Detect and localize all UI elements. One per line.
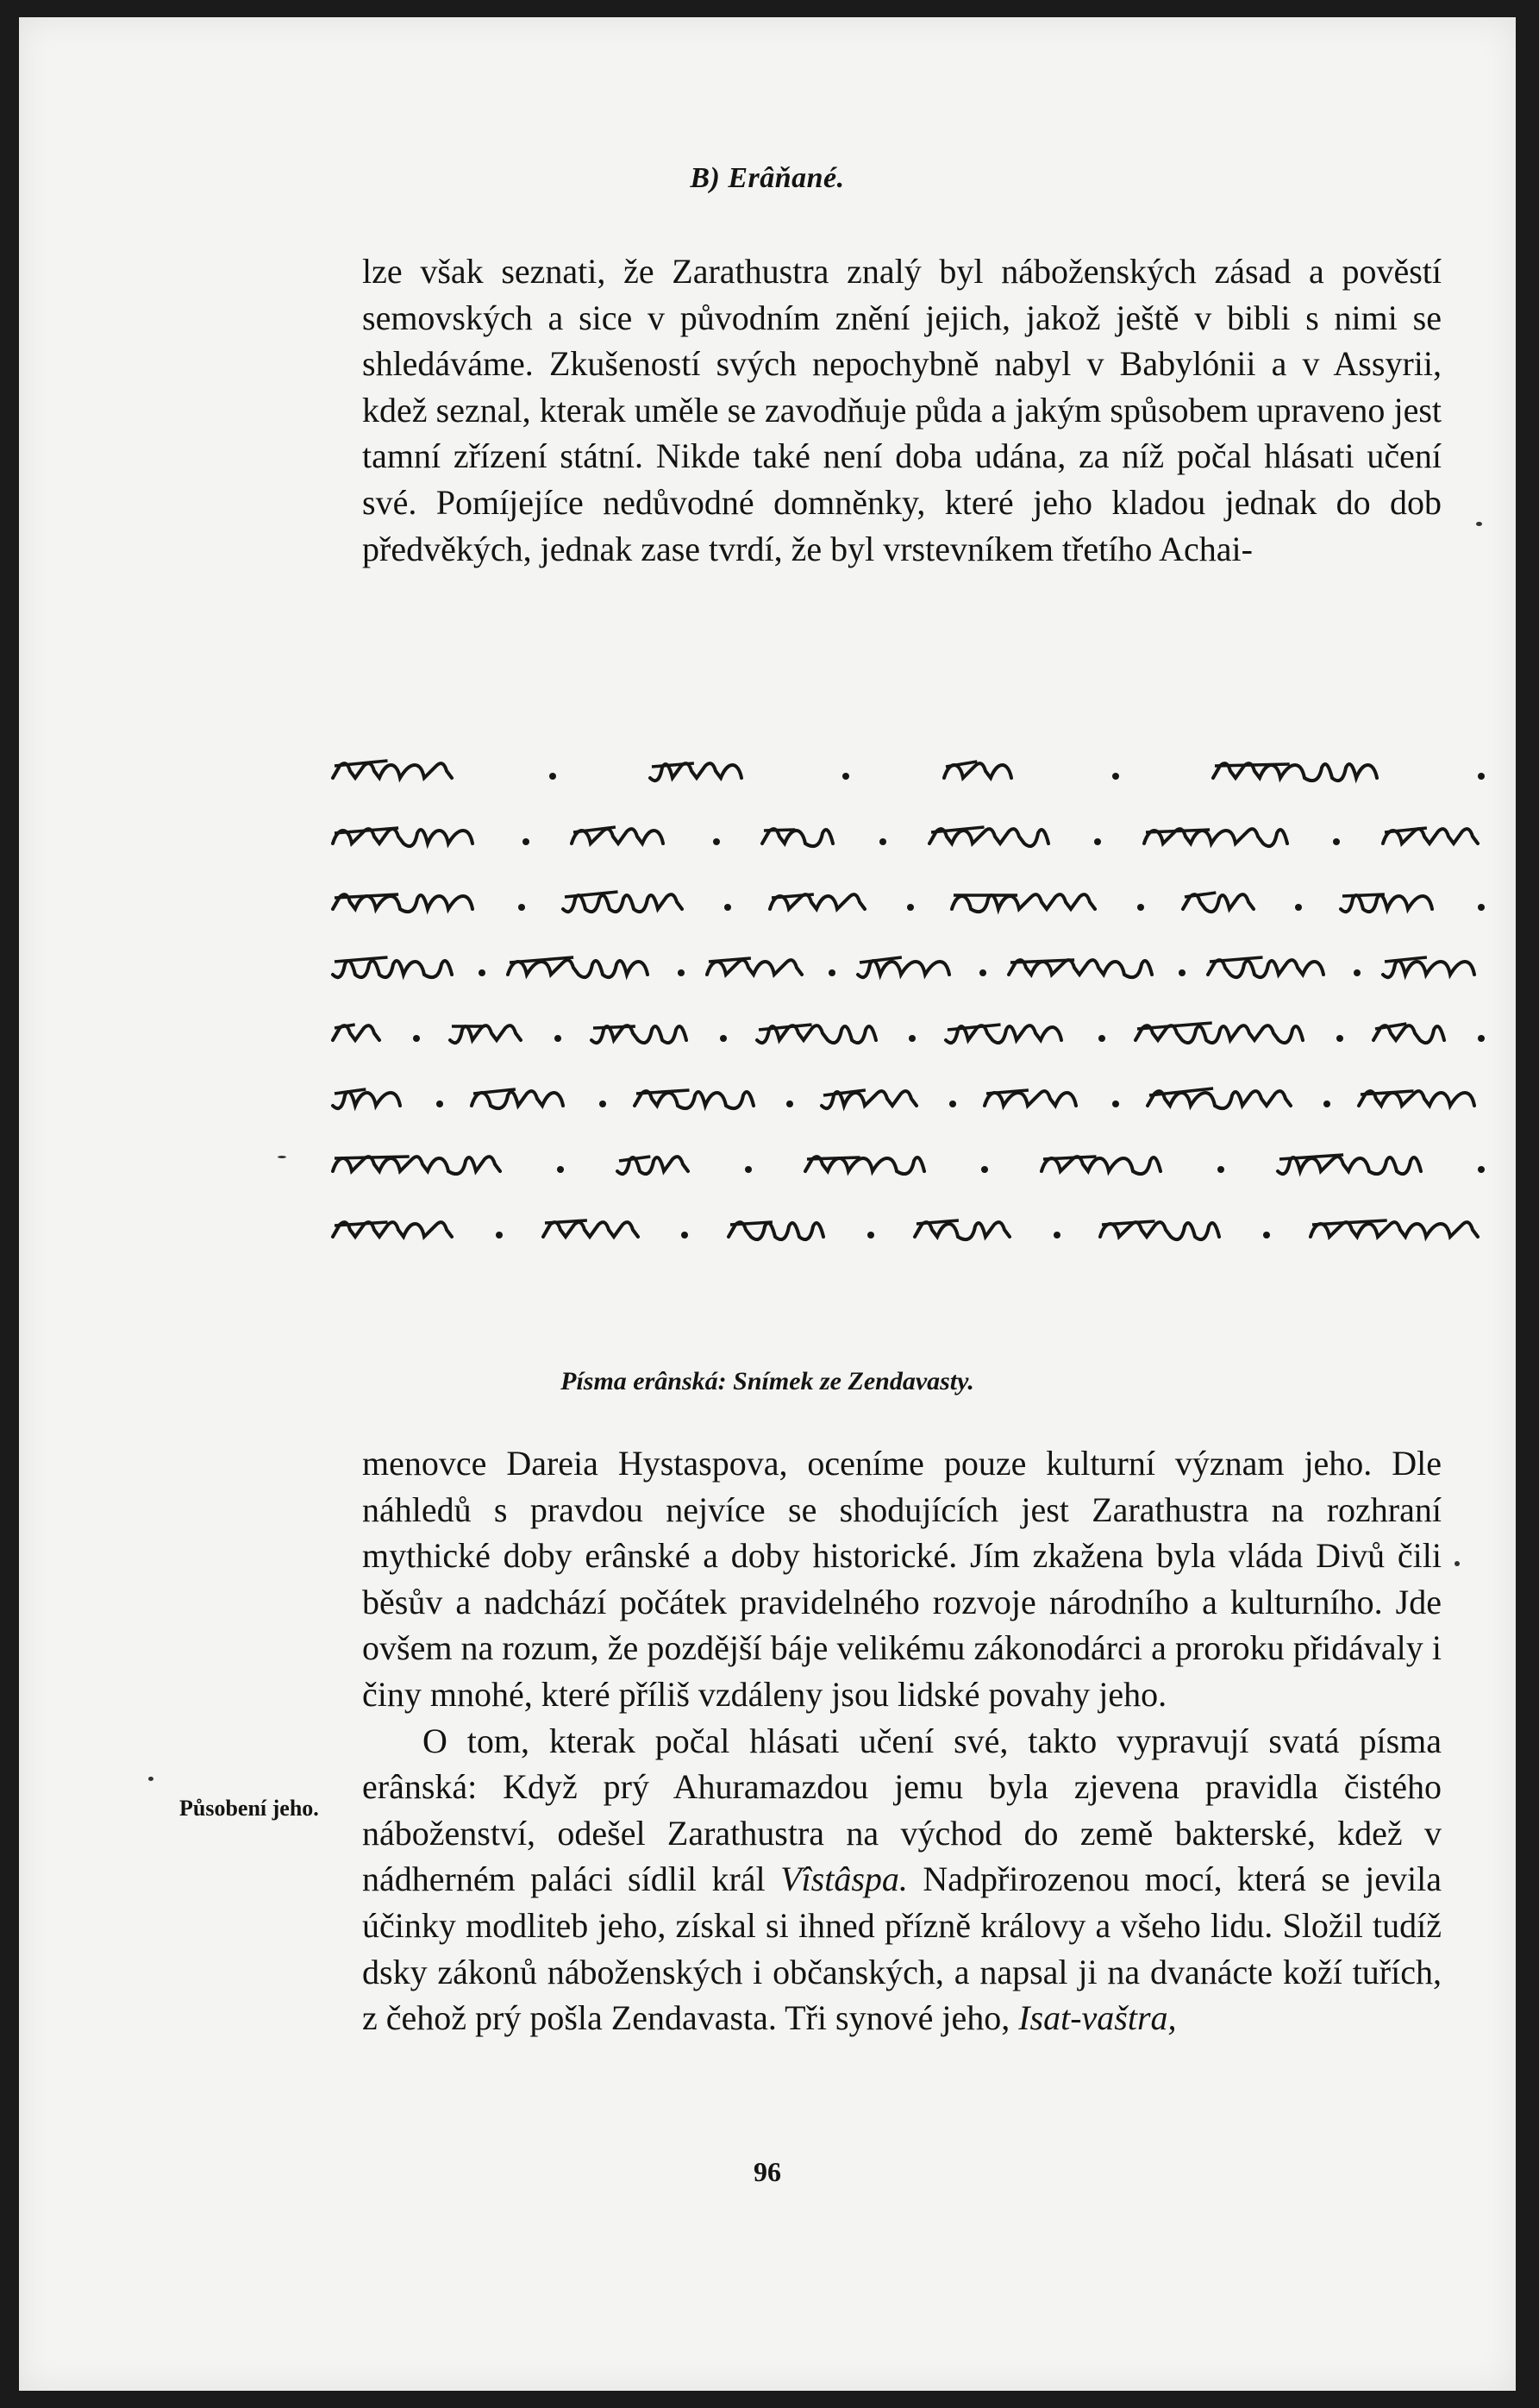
script-stroke: [1208, 960, 1323, 977]
script-stroke: [333, 961, 452, 977]
script-word: [540, 1211, 645, 1249]
word-separator-dot: [1478, 1166, 1485, 1173]
son-name: Isat-vaštra,: [1018, 1998, 1177, 2038]
script-word: [911, 1211, 1017, 1249]
script-stroke: [1341, 895, 1432, 912]
script-word: [1307, 1211, 1485, 1249]
script-word: [1379, 949, 1485, 987]
script-word: [818, 1080, 923, 1118]
word-separator-dot: [436, 1101, 443, 1107]
script-stroke: [563, 894, 682, 912]
script-stroke: [1342, 894, 1385, 896]
script-word: [1379, 818, 1485, 856]
paragraph-middle-text: menovce Dareia Hystaspova, oceníme pouze kulturní význam jeho. Dle náhledů s pravdou nejvíce se shodujících jest Zarathustra na rozhraní mythické doby erânské a doby historické. Jím zkažena byla vláda Divů čili běsův a nadchází počátek pravidelného rozvoje národního a kulturního. Jde ovšem na rozum, že pozdější báje velikému zákonodárci a proroku přidávaly i činy mnohé, které příliš vzdáleny jsou lidské povahy jeho.: [362, 1444, 1442, 1714]
word-separator-dot: [1217, 1166, 1224, 1173]
king-name: Vîstâspa.: [780, 1859, 908, 1899]
script-stroke: [915, 1222, 1010, 1239]
word-separator-dot: [1478, 773, 1485, 780]
script-word: [766, 883, 872, 921]
script-word: [329, 1211, 459, 1249]
script-stroke: [508, 960, 648, 977]
word-separator-dot: [1295, 904, 1302, 911]
word-separator-dot: [724, 904, 731, 911]
script-word: [725, 1211, 830, 1249]
script-word: [329, 1080, 410, 1118]
word-separator-dot: [1098, 1035, 1105, 1042]
script-stroke: [764, 830, 795, 831]
script-word: [329, 949, 459, 987]
word-separator-dot: [496, 1232, 503, 1238]
script-line: [329, 1183, 1485, 1249]
paragraph-bottom: [362, 1440, 1442, 2041]
script-stroke: [335, 1025, 355, 1028]
script-stroke: [1383, 961, 1474, 977]
word-separator-dot: [720, 1035, 727, 1042]
script-word: [854, 949, 960, 987]
script-word: [1355, 1080, 1485, 1118]
script-stroke: [619, 1157, 650, 1161]
ink-speck: [148, 1777, 153, 1781]
word-separator-dot: [1354, 969, 1361, 976]
script-stroke: [946, 762, 977, 767]
word-separator-dot: [557, 1166, 564, 1173]
script-line: [329, 1052, 1485, 1118]
script-word: [1141, 818, 1294, 856]
word-separator-dot: [599, 1101, 606, 1107]
word-separator-dot: [1112, 773, 1119, 780]
script-line: [329, 921, 1485, 987]
script-stroke: [759, 1025, 812, 1030]
script-line: [329, 790, 1485, 856]
figure-caption: Písma erânská: Snímek ze Zendavasty.: [560, 1367, 974, 1395]
script-stroke: [593, 1026, 635, 1028]
word-separator-dot: [713, 838, 720, 845]
script-line: [329, 987, 1485, 1052]
script-stroke: [565, 892, 618, 897]
word-separator-dot: [1478, 1035, 1485, 1042]
script-stroke: [952, 894, 1095, 912]
script-word: [588, 1014, 693, 1052]
word-separator-dot: [681, 1232, 688, 1238]
word-separator-dot: [1333, 838, 1340, 845]
word-separator-dot: [842, 773, 849, 780]
script-word: [568, 818, 673, 856]
word-separator-dot: [1137, 904, 1144, 911]
script-stroke: [858, 961, 949, 977]
word-separator-dot: [979, 969, 986, 976]
script-line: [329, 1118, 1485, 1183]
word-separator-dot: [479, 969, 485, 976]
script-word: [941, 752, 1022, 790]
script-stroke: [707, 960, 802, 975]
script-stroke: [335, 957, 388, 962]
word-separator-dot: [879, 838, 886, 845]
script-stroke: [1102, 1221, 1155, 1225]
running-head: B) Erâňané.: [690, 162, 845, 194]
script-word: [504, 949, 658, 987]
script-word: [329, 883, 483, 921]
script-word: [926, 818, 1055, 856]
margin-note: Působení jeho.: [179, 1796, 319, 1821]
paragraph-bottom-text-2: Nadpřirozenou mocí, která se jevila účinky modliteb jeho, získal si ihned přízně královy a všeho lidu. Složil tudíž dsky zákonů náboženských i občanských, a napsal ji na dvanácte koží tuřích, z čehož prý pošla Zendavasta. Tři synové jeho,: [362, 1859, 1442, 2038]
paragraph-bottom-text: O tom, kterak počal hlásati učení své, takto vypravují svatá písma erânská: Když prý Ahuramazdou jemu byla zjevena pravidla čistého náboženství, odešel Zarathustra na východ do země bakterské, kdež v nádherném paláci sídlil král: [362, 1721, 1442, 1899]
script-word: [1370, 1014, 1451, 1052]
word-separator-dot: [867, 1232, 874, 1238]
script-word: [981, 1080, 1086, 1118]
word-separator-dot: [1478, 904, 1485, 911]
script-word: [329, 1014, 386, 1052]
word-separator-dot: [1179, 969, 1186, 976]
script-word: [1005, 949, 1159, 987]
script-word: [329, 752, 459, 790]
word-separator-dot: [549, 773, 556, 780]
script-stroke: [807, 1157, 860, 1159]
script-stroke: [335, 1089, 366, 1094]
ink-speck: [1476, 522, 1482, 526]
script-word: [1038, 1145, 1167, 1183]
word-separator-dot: [829, 969, 835, 976]
script-stroke: [1185, 893, 1216, 897]
script-word: [614, 1145, 695, 1183]
script-word: [329, 818, 483, 856]
word-separator-dot: [745, 1166, 752, 1173]
script-word: [1274, 1145, 1428, 1183]
word-separator-dot: [1094, 838, 1101, 845]
word-separator-dot: [907, 904, 914, 911]
word-separator-dot: [1112, 1101, 1119, 1107]
script-word: [1097, 1211, 1226, 1249]
script-line: [329, 856, 1485, 921]
avestan-script-sample: [329, 724, 1485, 1249]
script-word: [468, 1080, 573, 1118]
script-stroke: [543, 1222, 638, 1237]
word-separator-dot: [1323, 1101, 1330, 1107]
word-separator-dot: [518, 904, 525, 911]
script-word: [447, 1014, 528, 1052]
script-word: [560, 883, 689, 921]
script-word: [631, 1080, 760, 1118]
script-word: [647, 752, 752, 790]
document-page: [19, 17, 1516, 2391]
script-stroke: [450, 1025, 521, 1043]
word-separator-dot: [413, 1035, 420, 1042]
script-stroke: [333, 1092, 400, 1108]
script-word: [1210, 752, 1387, 790]
word-separator-dot: [522, 838, 529, 845]
word-separator-dot: [1054, 1232, 1060, 1238]
word-separator-dot: [981, 1166, 988, 1173]
script-word: [1132, 1014, 1310, 1052]
script-stroke: [1312, 1220, 1387, 1225]
word-separator-dot: [786, 1101, 793, 1107]
word-separator-dot: [678, 969, 685, 976]
script-word: [1204, 949, 1334, 987]
word-separator-dot: [949, 1101, 956, 1107]
script-word: [759, 818, 840, 856]
script-word: [1179, 883, 1261, 921]
script-word: [1144, 1080, 1298, 1118]
word-separator-dot: [909, 1035, 916, 1042]
ink-speck: [1455, 1561, 1460, 1566]
script-stroke: [1210, 957, 1263, 962]
word-separator-dot: [1336, 1035, 1343, 1042]
paragraph-top: lze však seznati, že Zarathustra znalý byl náboženských zásad a pověstí semovských a sice v původním znění jejich, jakož ještě v bibli s nimi se shledáváme. Zkušeností svých nepochybně nabyl v Babylónii a v Assyrii, kdež seznal, kterak uměle se zavodňuje půda a jakým spůsobem upraveno jest tamní zřízení státní. Nikde také není doba udána, za níž počal hlásati učení své. Pomíjejíce nedůvodné domněnky, které jeho kladou jednak do dob předvěkých, jednak zase tvrdí, že byl vrstevníkem třetího Achai-: [362, 252, 1442, 568]
script-word: [329, 1145, 507, 1183]
script-word: [942, 1014, 1072, 1052]
script-stroke: [1215, 764, 1290, 766]
script-line: [329, 724, 1485, 790]
script-stroke: [948, 1025, 1001, 1030]
script-stroke: [335, 1157, 410, 1158]
script-word: [1337, 883, 1442, 921]
word-separator-dot: [554, 1035, 561, 1042]
script-word: [754, 1014, 883, 1052]
page-number: 96: [754, 2156, 781, 2187]
script-word: [948, 883, 1102, 921]
ink-speck: [278, 1156, 286, 1158]
script-word: [802, 1145, 931, 1183]
script-word: [704, 949, 809, 987]
word-separator-dot: [1263, 1232, 1270, 1238]
